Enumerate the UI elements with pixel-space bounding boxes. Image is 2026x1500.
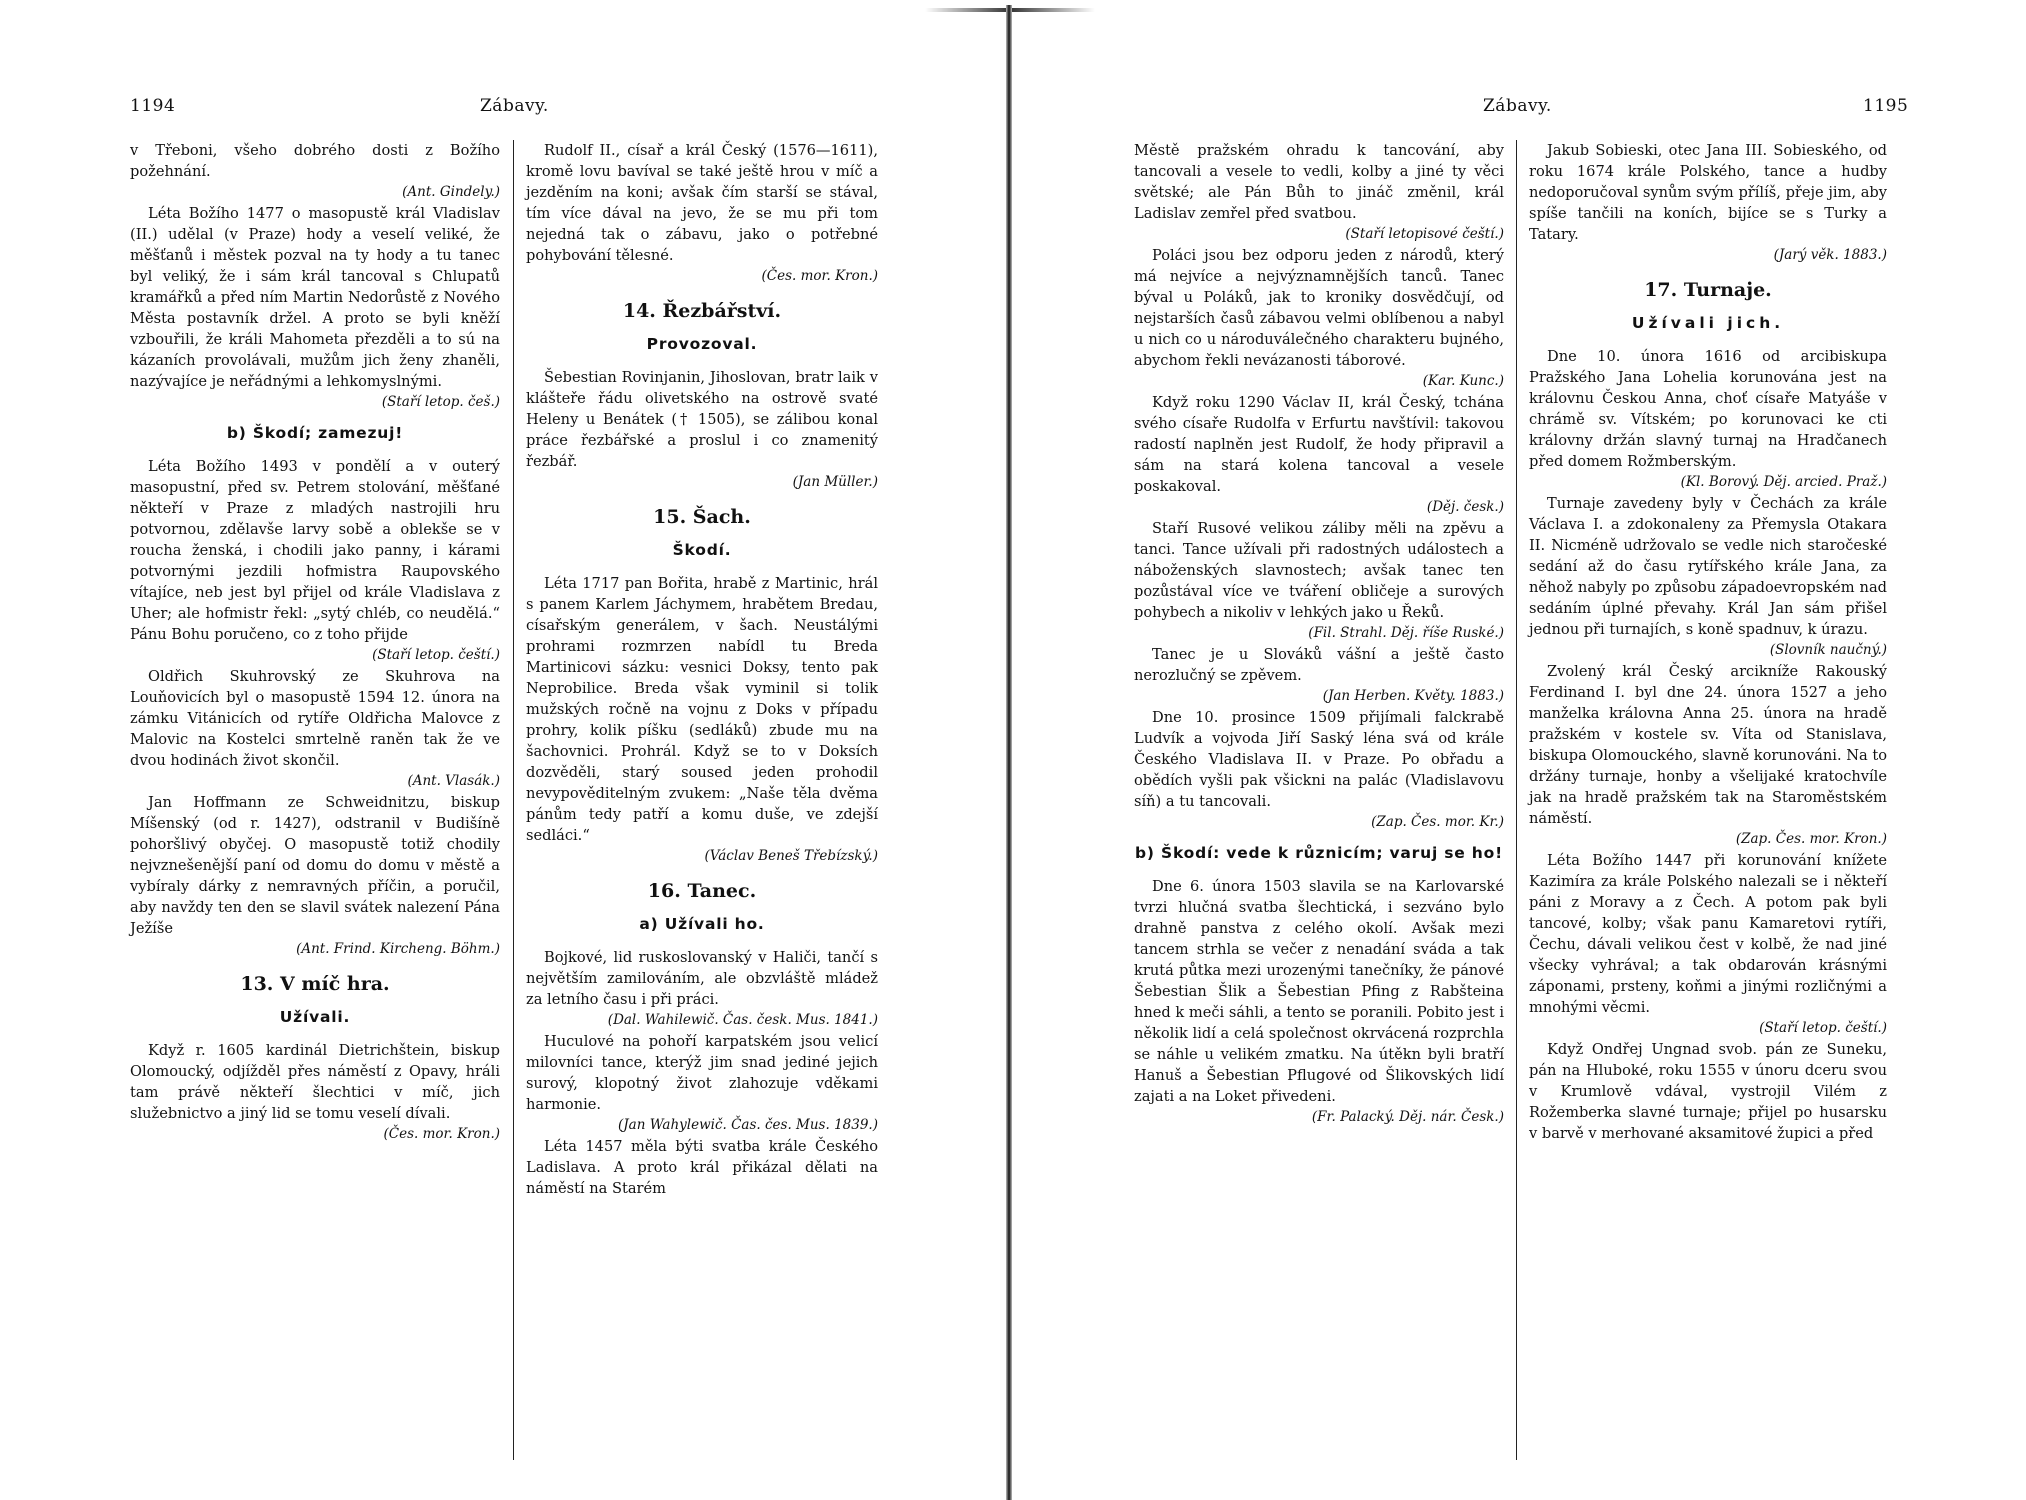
section-subheading: Škodí. <box>672 541 732 559</box>
section-subheading: a) Užívali ho. <box>639 915 765 933</box>
paragraph: Bojkové, lid ruskoslovanský v Haliči, tančí s největším zamilováním, ale obzvláště mládež za letního času i při práci. <box>526 949 878 1008</box>
paragraph: Huculové na pohoří karpatském jsou velicí milovníci tance, kterýž jim snad jediné jejich surový, klopotný život zlahozuje vděkami harmonie. <box>526 1033 878 1113</box>
source-citation: (Ant. Vlasák.) <box>407 773 500 789</box>
section-heading-14: 14. Řezbářství. <box>622 300 782 322</box>
column-divider <box>513 140 514 1460</box>
paragraph: Dne 10. prosince 1509 přijímali falckrabě Ludvík a vojvoda Jiří Saský léna svá od krále Českého Vladislava II. v Praze. Po obřadu a obědích vyšli pak všickni na palác (Vladislavovu síň) a tu tancovali. <box>1134 709 1504 810</box>
right-page <box>1013 0 2026 1500</box>
paragraph: Městě pražském ohradu k tancování, aby tancovali a vesele to vedli, kolby a jiné ty věci světské; ale Pán Bůh to jináč změnil, král Ladislav zemřel před svatbou. <box>1134 142 1504 222</box>
source-citation: (Ant. Gindely.) <box>402 184 500 200</box>
paragraph: Jan Hoffmann ze Schweidnitzu, biskup Míšenský (od r. 1427), odstranil v Budišíně pohoršlivý obyčej. O masopustě totiž chodily nejvznešenější paní od domu do domu v městě a vybíraly dárky z nemravných příčin, a poručil, aby navždy ten den se slavil svátek nalezení Pána Ježíše <box>130 794 500 937</box>
paragraph: Rudolf II., císař a král Český (1576—1611), kromě lovu bavíval se také ještě hrou v míč a jezděním na koni; avšak čím starší se stával, tím více dával na jevo, že se mu při tom nejedná tak o zábavu, jako o potřebné pohybování tělesné. <box>526 142 878 264</box>
paragraph: Když r. 1605 kardinál Dietrichštein, biskup Olomoucký, odjížděl přes náměstí z Opavy, hráli tam právě někteří šlechtici v míč, jich služebnictvo a jiný lid se tomu veselí dívali. <box>130 1042 500 1122</box>
page-number: 1195 <box>1863 96 1909 116</box>
source-citation: (Dal. Wahilewič. Čas. česk. Mus. 1841.) <box>607 1012 878 1028</box>
paragraph: Léta 1457 měla býti svatba krále Českého Ladislava. A proto král přikázal dělati na náměstí na Starém <box>526 1138 878 1197</box>
section-heading-16: 16. Tanec. <box>647 880 757 902</box>
source-citation: (Kar. Kunc.) <box>1422 373 1504 389</box>
source-citation: (Staří letop. čeští.) <box>372 647 500 663</box>
paragraph: Léta Božího 1477 o masopustě král Vladislav (II.) udělal (v Praze) hody a veselí veliké, že měšťanů i městek pozval na ty hody a tu tanec byl veliký, že i sám král tancoval s Chlupatů kramářků a před ním Martin Nedorůstě z Nového Města postavník držel. A proto se byli kněží vzbouřili, že králi Mahometa přezděli a to sú na kázaních provolávali, mužům jich ženy zhaněli, nazývajíce je neřádnými a lehkomyslnými. <box>130 205 500 390</box>
left-column-2 <box>526 140 878 1199</box>
section-subheading: Užívali jich. <box>1631 314 1785 332</box>
source-citation: (Staří letop. češ.) <box>381 394 500 410</box>
running-head: Zábavy. <box>480 96 549 116</box>
source-citation: (Čes. mor. Kron.) <box>761 268 878 284</box>
section-heading-15: 15. Šach. <box>653 506 751 528</box>
section-heading-17: 17. Turnaje. <box>1644 279 1772 301</box>
section-subheading: b) Škodí: vede k různicím; varuj se ho! <box>1135 844 1503 862</box>
paragraph: Turnaje zavedeny byly v Čechách za krále Václava I. a zdokonaleny za Přemysla Otakara II. Nicméně udržovalo se vedle nich staročeské sedání až do času rytířského krále Jana, za něhož nabyly po způsobu západoevropském nad sedáním úplné převahy. Král Jan sám přišel jednou při turnajích, s koně spadnuv, k úrazu. <box>1529 495 1887 638</box>
right-column-2 <box>1529 140 1887 1144</box>
paragraph: Léta 1717 pan Bořita, hrabě z Martinic, hrál s panem Karlem Jáchymem, hrabětem Bredau, císařským generálem, v šach. Neustálými prohrami rozmrzen nabídl tu Breda Martinicovi sázku: vesnici Doksy, tento pak Neprobilice. Breda však vyminil si tolik mužských ročně na vojnu z Doks v případu prohry, kolik píšku (sedláků) zbude mu na šachovnici. Prohrál. Když se to v Doksích dozvěděli, starý soused jeden prohodil nevypověditelným zvukem: „Naše těla dvěma pánům tedy patří a komu duše, ve zdejší sedláci.“ <box>526 575 878 844</box>
source-citation: (Fil. Strahl. Děj. říše Ruské.) <box>1308 625 1504 641</box>
source-citation: (Fr. Palacký. Děj. nár. Česk.) <box>1311 1109 1504 1125</box>
source-citation: (Ant. Frind. Kircheng. Böhm.) <box>296 941 500 957</box>
paragraph: Když roku 1290 Václav II, král Český, tchána svého císaře Rudolfa v Erfurtu navštívil: takovou radostí naplněn jest Rudolf, že hody připravil a sám na stará kolena tancoval a vesele poskakoval. <box>1134 394 1504 495</box>
source-citation: (Jan Wahylewič. Čas. čes. Mus. 1839.) <box>617 1117 878 1133</box>
left-column-1 <box>130 140 500 1145</box>
source-citation: (Jan Müller.) <box>792 474 878 490</box>
source-citation: (Jan Herben. Květy. 1883.) <box>1322 688 1504 704</box>
source-citation: (Václav Beneš Třebízský.) <box>704 848 878 864</box>
paragraph: Léta Božího 1493 v pondělí a v outerý masopustní, před sv. Petrem stolování, měšťané někteří v Praze z mladých nastrojili hru potvornou, zdělavše larvy sobě a oblekše se v roucha ženská, i chodili jako panny, i kárami potvornými jezdili hofmistra Raupovského vítajíce, neb jest byl přijel od krále Vladislava z Uher; ale hofmistr řekl: „sytý chléb, co neudělá.“ Pánu Bohu poručeno, co z toho přijde <box>130 458 500 643</box>
source-citation: (Slovník naučný.) <box>1769 642 1887 658</box>
source-citation: (Zap. Čes. mor. Kr.) <box>1371 814 1504 830</box>
running-head: Zábavy. <box>1483 96 1552 116</box>
paragraph: Zvolený král Český arcikníže Rakouský Ferdinand I. byl dne 24. února 1527 a jeho manželka královna Anna 25. února na hradě pražském v kostele sv. Víta od Stanislava, biskupa Olomouckého, slavně korunováni. Na to držány turnaje, honby a všelijaké kratochvíle jak na hradě pražském tak na Staroměstském náměstí. <box>1529 663 1887 827</box>
paragraph: Poláci jsou bez odporu jeden z národů, který má nejvíce a nejvýznamnějších tanců. Tanec býval u Poláků, jak to kroniky dosvědčují, od nejstarších časů zábavou velmi oblíbenou a nabyl u nich co u národuválečného charakteru bujného, abychom řekli nevázanosti táborové. <box>1134 247 1504 369</box>
source-citation: (Čes. mor. Kron.) <box>383 1126 500 1142</box>
source-citation: (Kl. Borový. Děj. arcied. Praž.) <box>1680 474 1887 490</box>
paragraph: Když Ondřej Ungnad svob. pán ze Suneku, pán na Hluboké, roku 1555 v únoru dceru svou v Krumlově vdával, vystrojil Vilém z Rožemberka slavné turnaje; přijel po husarsku v barvě v merhované aksamitové župici a před <box>1529 1041 1887 1142</box>
source-citation: (Děj. česk.) <box>1426 499 1504 515</box>
source-citation: (Zap. Čes. mor. Kron.) <box>1735 831 1887 847</box>
column-divider <box>1516 140 1517 1460</box>
section-subheading: Užívali. <box>279 1008 351 1026</box>
source-citation: (Jarý věk. 1883.) <box>1773 247 1887 263</box>
paragraph: Jakub Sobieski, otec Jana III. Sobieského, od roku 1674 krále Polského, tance a hudby nedoporučoval synům svým přílíš, přeje jim, aby spíše tančili na koních, bijíce se s Turky a Tatary. <box>1529 142 1887 243</box>
paragraph: Léta Božího 1447 při korunování knížete Kazimíra za krále Polského nalezali se i někteří páni z Moravy a z Čech. A potom pak byli tancové, kolby; však panu Kamaretovi rytíři, Čechu, dávali velikou čest v kolbě, že nad jiné všecky vyhrával; a tak obdarován krásnými záponami, prsteny, koňmi a jinými rozličnými a mnohými věcmi. <box>1529 852 1887 1016</box>
paragraph: Dne 6. února 1503 slavila se na Karlovarské tvrzi hlučná svatba šlechtická, i sezváno bylo drahně panstva z celého okolí. Avšak mezi tancem strhla se večer z nenadání sváda a tak krutá půtka mezi urozenými tanečníky, že pánové Šebestian Šlik a Šebestian Pfing z Rabšteina hned k meči sáhli, a tento se poranili. Pobito jest i několik lidí a celá společnost okrvácená rozprchla se náhle u velikém zmatku. Na útěkn byli bratří Hanuš a Šebestian Pflugové od Šlikovských lidí zajati a na Loket přivedeni. <box>1134 878 1504 1105</box>
page-number: 1194 <box>130 96 176 116</box>
section-subheading: Provozoval. <box>646 335 758 353</box>
section-subheading: b) Škodí; zamezuj! <box>226 424 404 442</box>
paragraph: Šebestian Rovinjanin, Jihoslovan, bratr laik v klášteře řádu olivetského na ostrově svaté Heleny u Benátek († 1505), se zálibou konal práce řezbářské a proslul i co znamenitý řezbář. <box>526 369 878 470</box>
right-column-1 <box>1134 140 1504 1128</box>
paragraph: v Třeboni, všeho dobrého dosti z Božího požehnání. <box>130 142 500 180</box>
paragraph: Oldřich Skuhrovský ze Skuhrova na Louňovicích byl o masopustě 1594 12. února na zámku Vitánicích od rytíře Oldřicha Malovce z Malovic na Kostelci smrtelně raněn tak že ve dvou hodinách život skončil. <box>130 668 500 769</box>
paragraph: Dne 10. února 1616 od arcibiskupa Pražského Jana Lohelia korunována jest na královnu Českou Anna, choť císaře Matyáše v chrámě sv. Vítském; po korunovaci ke cti královny držán slavný turnaj na Hradčanech před domem Rožmberským. <box>1529 348 1887 470</box>
paragraph: Tanec je u Slováků vášní a ještě často nerozlučný se zpěvem. <box>1134 646 1504 684</box>
paragraph: Staří Rusové velikou záliby měli na zpěvu a tanci. Tance užívali při radostných událostech a náboženských slavnostech; avšak tanec ten pozůstával více ve tváření obličeje a surových pohybech a nikoliv v lehkých jako u Řeků. <box>1134 520 1504 621</box>
source-citation: (Staří letop. čeští.) <box>1759 1020 1887 1036</box>
section-heading-13: 13. V míč hra. <box>240 973 390 995</box>
source-citation: (Staří letopisové čeští.) <box>1345 226 1504 242</box>
